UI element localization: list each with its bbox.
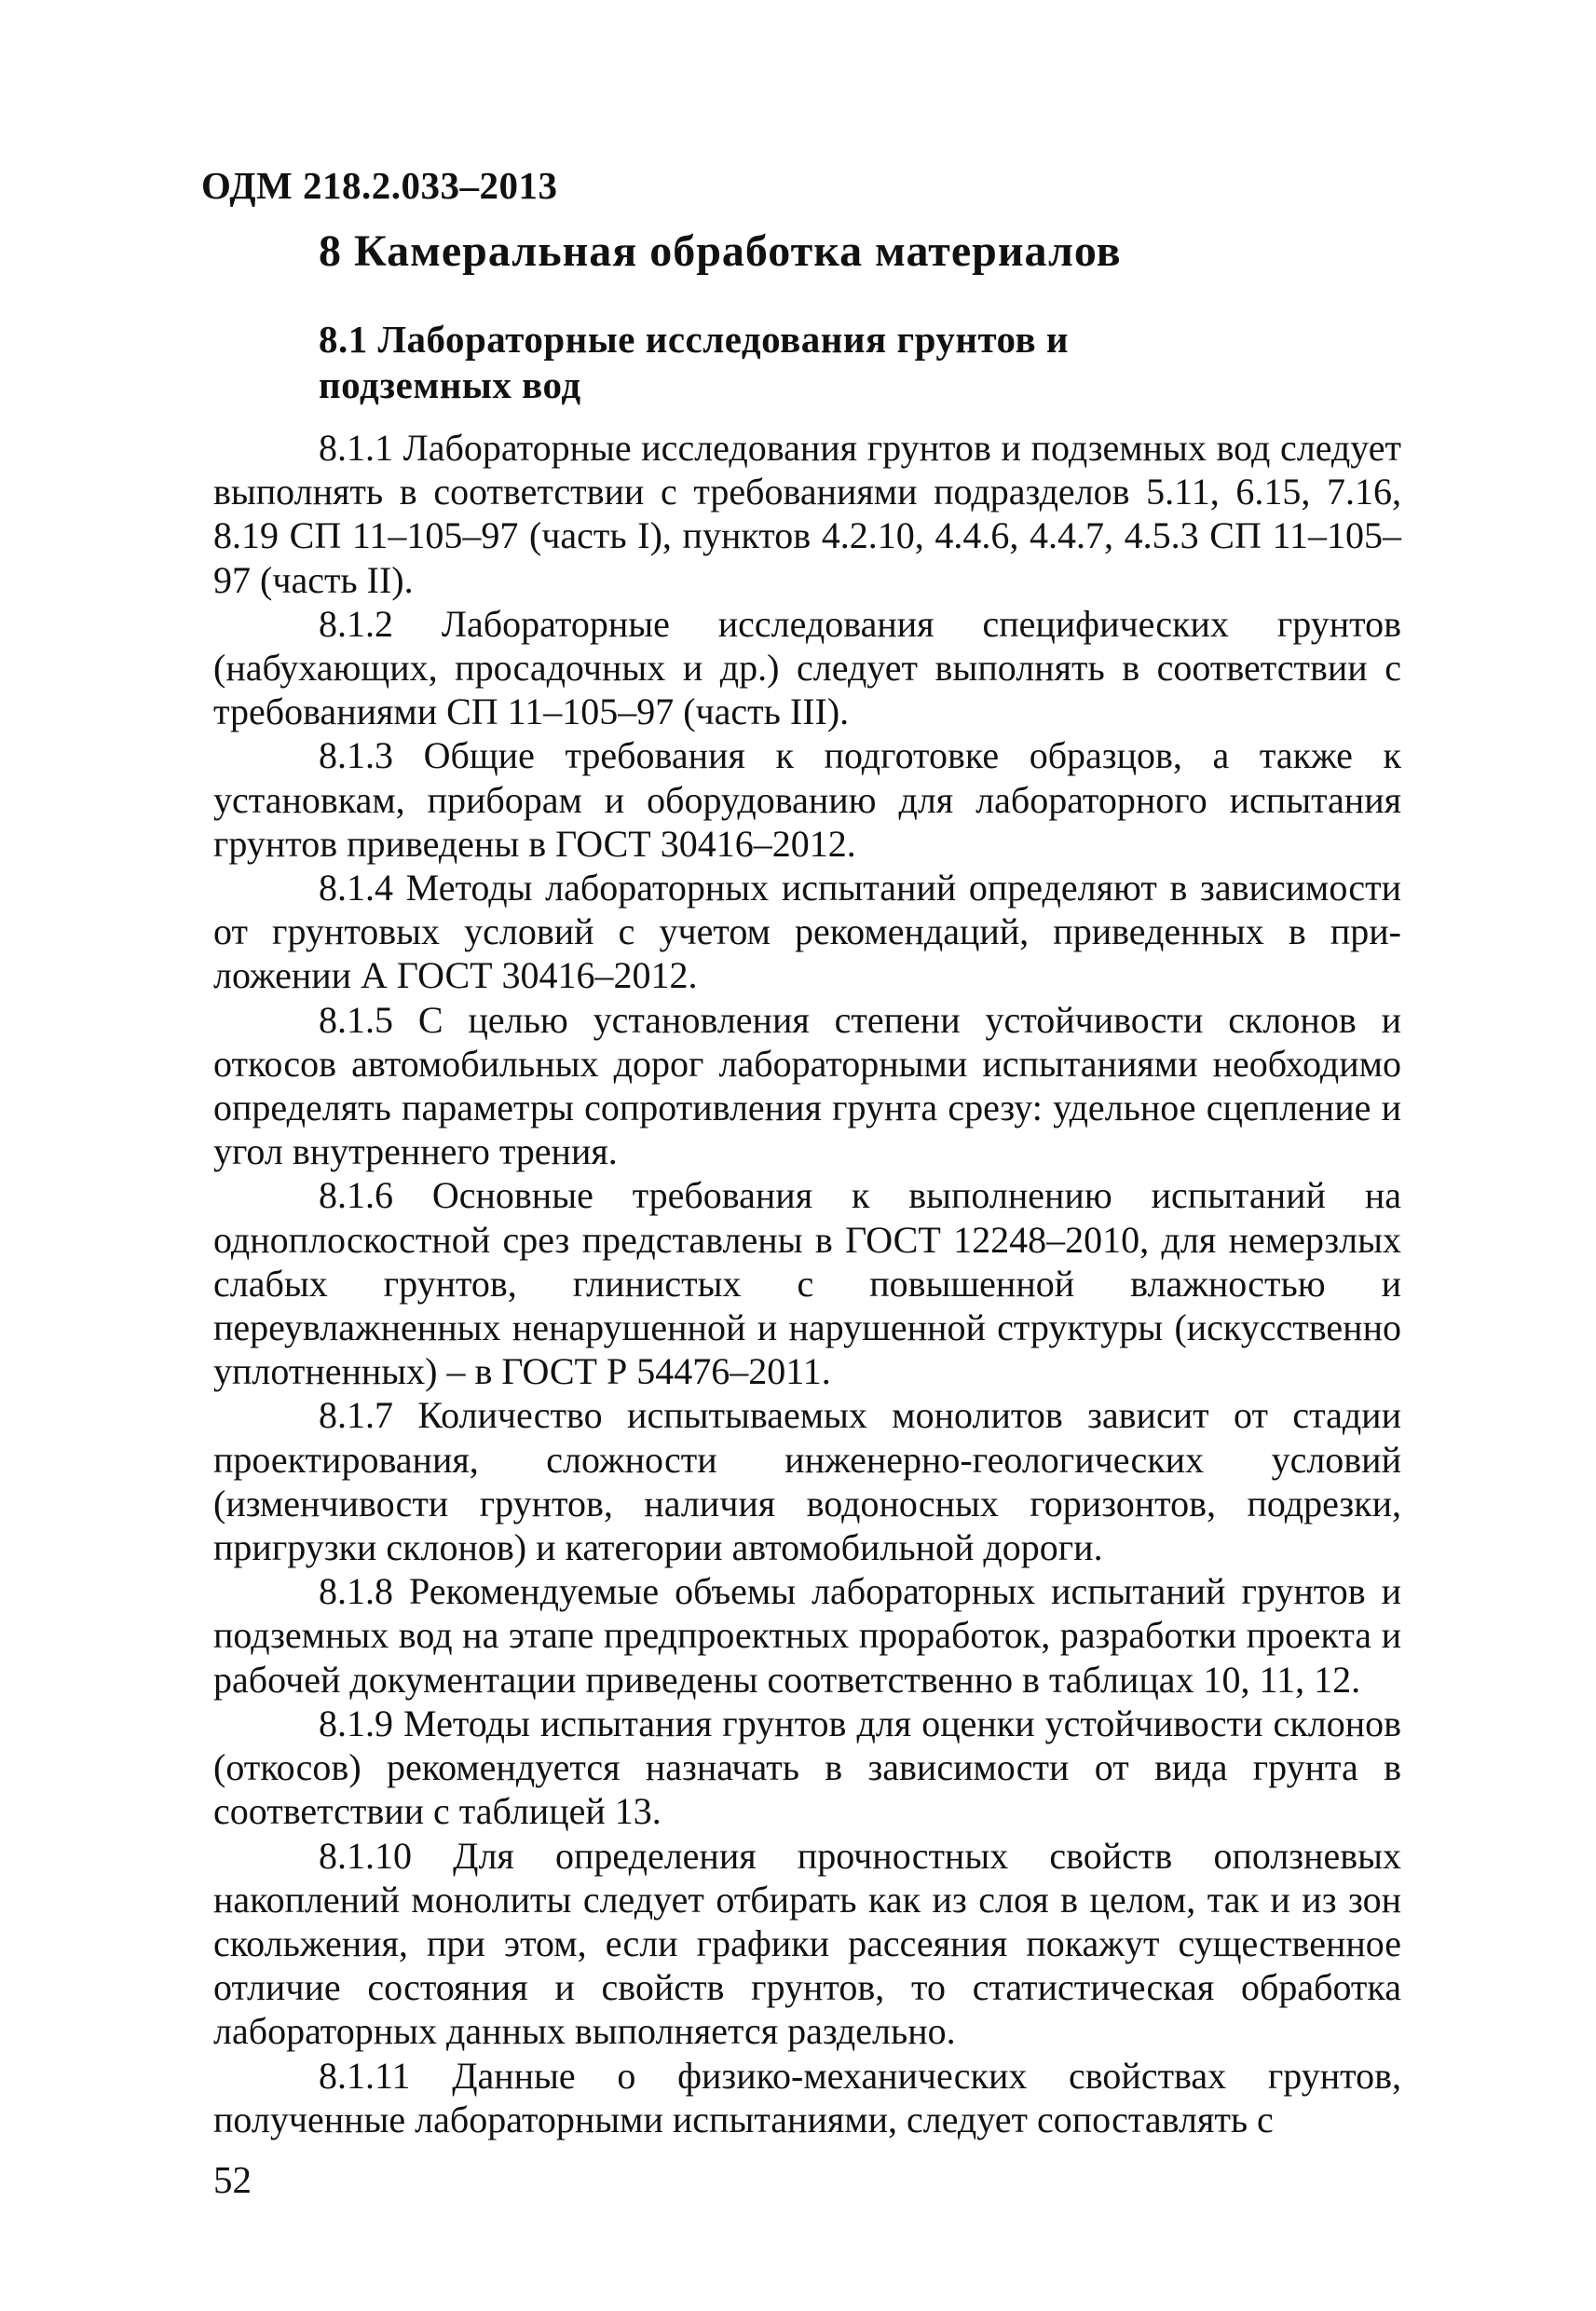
paragraph-8-1-2: 8.1.2 Лабораторные исследования специфических грунтов (набухающих, просадочных и др.) следует выполнять в соответствии с требованиями СП 11–105–97 (часть III). [213, 602, 1401, 733]
subsection-title [319, 317, 1157, 408]
body-text [213, 426, 1401, 2141]
section-title: 8 Камеральная обработка материалов [319, 226, 1122, 276]
paragraph-8-1-11: 8.1.11 Данные о физико-механических свойствах грунтов, полученные лабораторными испытаниями, следует сопоставлять с [213, 2054, 1401, 2140]
page-number: 52 [213, 2158, 252, 2201]
subsection-title-line-1: 8.1 Лабораторные исследования грунтов и [319, 318, 1070, 361]
paragraph-8-1-9: 8.1.9 Методы испытания грунтов для оценки устойчивости склонов (откосов) рекомендуется назначать в зависимости от вида грунта в соответствии с таблицей 13. [213, 1702, 1401, 1833]
paragraph-8-1-5: 8.1.5 С целью установления степени устойчивости склонов и откосов автомобильных дорог лабораторными испытаниями необходимо определять параметры сопротивления грунта срезу: удельное сцепление и угол внутреннего трения. [213, 998, 1401, 1173]
paragraph-8-1-8: 8.1.8 Рекомендуемые объемы лабораторных испытаний грунтов и подземных вод на этапе предпроектных проработок, разработки проекта и рабочей документации приведены соответственно в таблицах 10, 11, 12. [213, 1570, 1401, 1701]
paragraph-8-1-1: 8.1.1 Лабораторные исследования грунтов и подземных вод следует выполнять в соответствии с требованиями подразделов 5.11, 6.15, 7.16, 8.19 СП 11–105–97 (часть I), пунктов 4.2.10, 4.4.6, 4.4.7, 4.5.3 СП 11–105–97 (часть II). [213, 427, 1401, 601]
paragraph-8-1-3: 8.1.3 Общие требования к подготовке образцов, а также к установкам, приборам и оборудованию для лабораторного испытания грунтов приведены в ГОСТ 30416–2012. [213, 734, 1401, 865]
paragraph-8-1-6: 8.1.6 Основные требования к выполнению испытаний на одноплоскостной срез представлены в ГОСТ 12248–2010, для немерзлых слабых грунтов, глинистых с повышенной влажностью и переувлажненных ненарушенной и нарушенной структуры (искусственно уплотненных) – в ГОСТ Р 54476–2011. [213, 1174, 1401, 1393]
document-code: ОДМ 218.2.033–2013 [201, 164, 558, 207]
subsection-title-line-2: подземных вод [319, 363, 581, 406]
paragraph-8-1-4: 8.1.4 Методы лабораторных испытаний определяют в зависимости от грунтовых условий с учетом рекомендаций, приведенных в приложении А ГОСТ 30416–2012. [213, 867, 1401, 997]
paragraph-8-1-7: 8.1.7 Количество испытываемых монолитов зависит от стадии проектирования, сложности инженерно-геологических условий (изменчивости грунтов, наличия водоносных горизонтов, подрезки, пригрузки склонов) и категории автомобильной дороги. [213, 1394, 1401, 1569]
paragraph-8-1-10: 8.1.10 Для определения прочностных свойств оползневых накоплений монолиты следует отбирать как из слоя в целом, так и из зон скольжения, при этом, если графики рассеяния покажут существенное отличие состояния и свойств грунтов, то статистическая обработка лабораторных данных выполняется раздельно. [213, 1834, 1401, 2053]
